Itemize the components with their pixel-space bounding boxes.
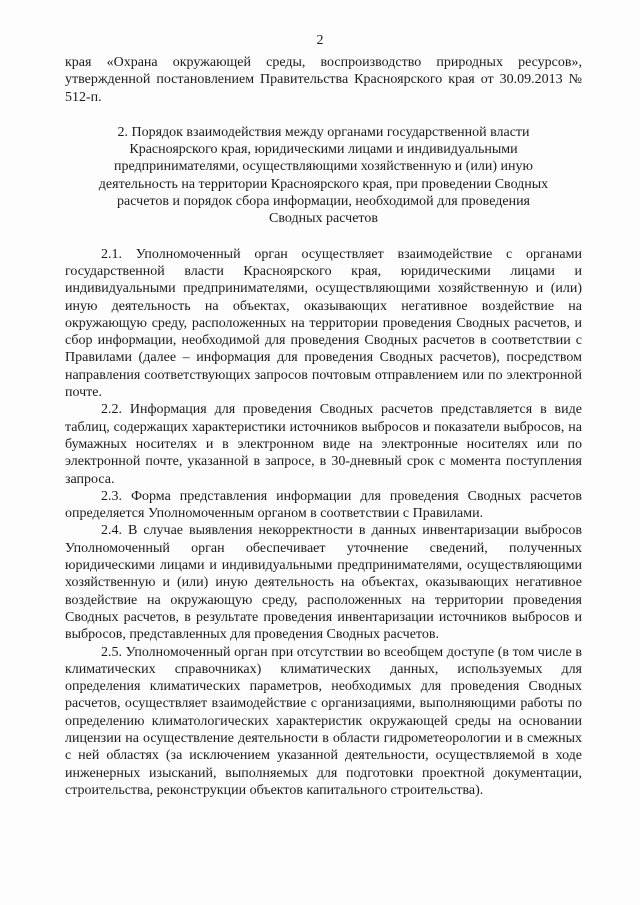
paragraph-2-2: 2.2. Информация для проведения Сводных расчетов представляется в виде таблиц, содержащих характеристики источников выбросов и показатели выбросов, на бумажных носителях и в электронном виде на электронные носителях или по электронной почте, указанной в запросе, в 30-дневный срок с момента поступления запроса. [65,402,582,487]
intro-paragraph: края «Охрана окружающей среды, воспроизводство природных ресурсов», утвержденной постановлением Правительства Красноярского края от 30.09.2013 № 512-п. [65,55,582,105]
page-number: 2 [316,33,324,48]
document-body [65,54,582,799]
paragraph-2-4: 2.4. В случае выявления некорректности в данных инвентаризации выбросов Уполномоченный орган обеспечивает уточнение сведений, полученных юридическими лицами и индивидуальными предпринимателями, осуществляющими хозяйственную и (или) иную деятельность на объектах, оказывающих негативное воздействие на окружающую среду, расположенных на территории проведения Сводных расчетов, в результате проведения инвентаризации источников выбросов и выбросов, представленных для проведения Сводных расчетов. [65,523,582,643]
paragraph-2-5: 2.5. Уполномоченный орган при отсутствии во всеобщем доступе (в том числе в климатических справочниках) климатических данных, используемых для определения климатических параметров, необходимых для проведения Сводных расчетов, осуществляет взаимодействие с организациями, выполняющими работы по определению климатологических характеристик окружающей среды на основании лицензии на осуществление деятельности в области гидрометеорологии и в смежных с ней областях (за исключением указанной деятельности, осуществляемой в ходе инженерных изысканий, выполняемых для подготовки проектной документации, строительства, реконструкции объектов капитального строительства). [65,644,582,798]
section-heading: 2. Порядок взаимодействия между органами государственной власти Красноярского края, юридическими лицами и индивидуальными предпринимателями, осуществляющими хозяйственную и (или) иную деятельность на территории Красноярского края, при проведении Сводных расчетов и порядок сбора информации, необходимой для проведения Сводных расчетов [98,124,549,227]
paragraph-2-1: 2.1. Уполномоченный орган осуществляет взаимодействие с органами государственной власти Красноярского края, юридическими лицами и индивидуальными предпринимателями, осуществляющими хозяйственную и (или) иную деятельность на объектах, оказывающих негативное воздействие на окружающую среду, расположенных на территории проведения Сводных расчетов, и сбор информации, необходимой для проведения Сводных расчетов в соответствии с Правилами (далее – информация для проведения Сводных расчетов), посредством направления соответствующих запросов почтовым отправлением или по электронной почте. [65,246,582,401]
paragraph-2-3: 2.3. Форма представления информации для проведения Сводных расчетов определяется Уполномоченным органом в соответствии с Правилами. [65,488,582,522]
